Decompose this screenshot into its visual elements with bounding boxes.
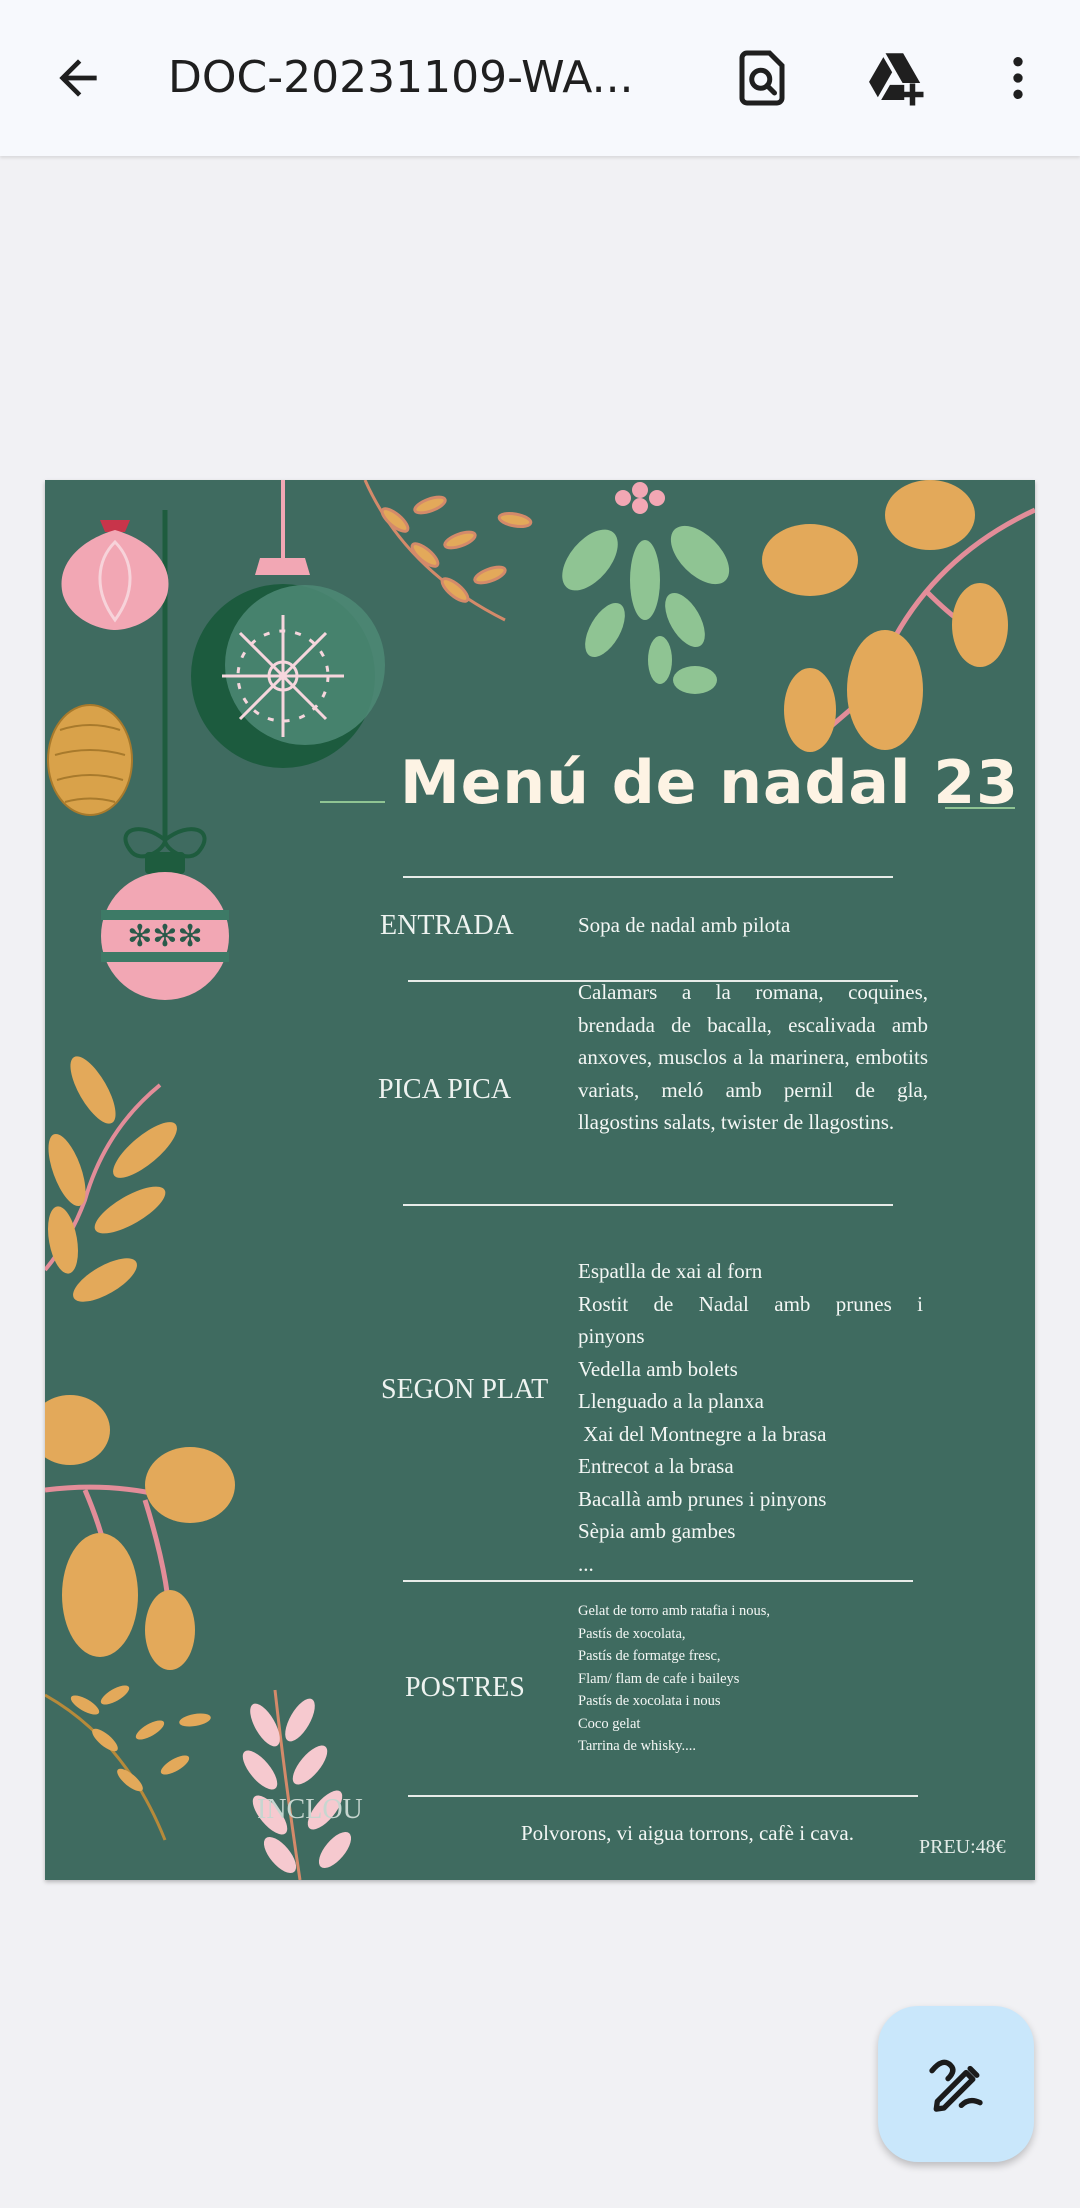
menu-item: Bacallà amb prunes i pinyons [578, 1486, 827, 1511]
divider [408, 1795, 918, 1797]
edit-pen-icon [924, 2052, 988, 2116]
price-label: PREU:48€ [919, 1836, 1006, 1858]
section-label-pica-pica: PICA PICA [378, 1074, 512, 1105]
section-label-postres: POSTRES [405, 1672, 525, 1703]
back-button[interactable] [38, 38, 118, 118]
annotate-fab[interactable] [878, 2006, 1034, 2162]
includes-label: INCLOU [257, 1794, 363, 1825]
menu-item: Xai del Montnegre a la brasa [578, 1421, 827, 1446]
lens-button[interactable] [722, 38, 802, 118]
menu-item: Pastís de formatge fresc, [578, 1648, 721, 1664]
divider [403, 1204, 893, 1206]
pica-pica-items: Calamars a la romana, coquines, brendada de bacalla, escalivada amb anxoves, musclos a la marinera, embotits variats, meló amb pernil de gla, llagostins salats, twister de llagostins. [578, 980, 928, 1134]
entrada-items [578, 909, 938, 942]
google-lens-icon [732, 48, 792, 108]
postres-items [578, 1600, 898, 1758]
more-vert-icon [990, 50, 1046, 106]
more-button[interactable] [978, 38, 1058, 118]
document-page[interactable] [45, 480, 1035, 1880]
includes-text: Polvorons, vi aigua torrons, cafè i cava. [521, 1821, 854, 1845]
menu-item: Coco gelat [578, 1715, 641, 1732]
arrow-back-icon [50, 50, 106, 106]
section-label-entrada: ENTRADA [380, 910, 514, 941]
menu-title: Menú de nadal 23 [400, 748, 1019, 818]
app-bar [0, 0, 1080, 156]
menu-item: Gelat de torro amb ratafia i nous, [578, 1603, 771, 1619]
section-label-segon-plat: SEGON PLAT [381, 1374, 549, 1405]
menu-item: Pastís de xocolata, [578, 1625, 686, 1642]
drive-add-icon [863, 45, 929, 111]
divider [403, 876, 893, 878]
drive-button[interactable] [856, 38, 936, 118]
svg-text:✻✻✻: ✻✻✻ [127, 920, 203, 953]
divider [403, 1580, 913, 1582]
menu-item: Vedella amb bolets [578, 1356, 738, 1381]
menu-item: Rostit de Nadal amb prunes i pinyons [578, 1291, 923, 1348]
menu-item: Sèpia amb gambes [578, 1519, 736, 1543]
menu-item: Espatlla de xai al forn [578, 1259, 763, 1283]
segon-plat-items [578, 1255, 923, 1580]
document-title: DOC-20231109-WA... [168, 52, 634, 103]
menu-item: Pastís de xocolata i nous [578, 1693, 721, 1709]
menu-item: ... [578, 1551, 594, 1576]
menu-item: Llenguado a la planxa [578, 1389, 765, 1413]
menu-item: Tarrina de whisky.... [578, 1738, 697, 1754]
menu-item: Entrecot a la brasa [578, 1454, 734, 1478]
menu-item: Flam/ flam de cafe i baileys [578, 1670, 740, 1687]
menu-item: Sopa de nadal amb pilota [578, 913, 791, 937]
